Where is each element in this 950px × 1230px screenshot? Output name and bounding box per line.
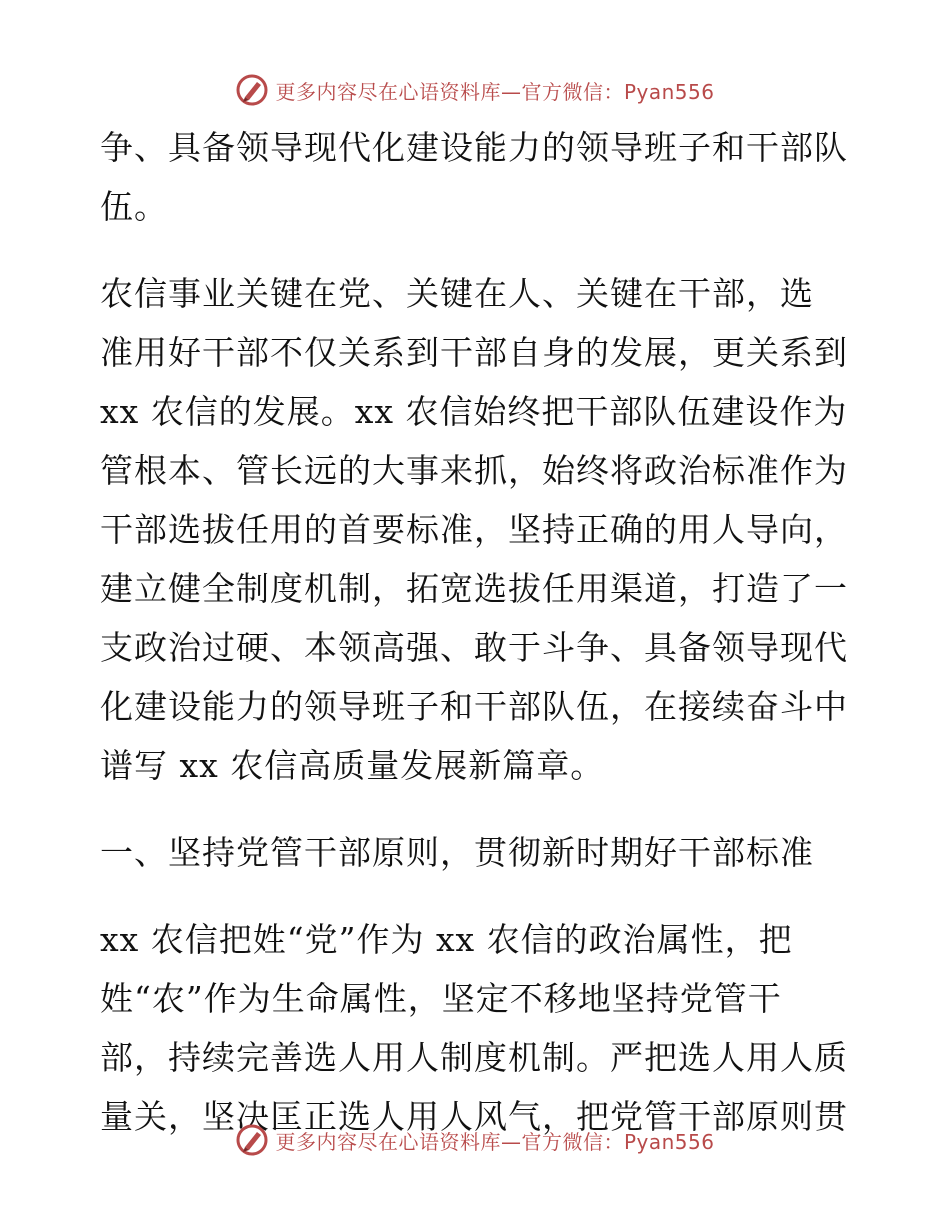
section-heading [100, 823, 850, 882]
watermark-banner-top [0, 70, 950, 110]
text-line: 伍。 [100, 187, 168, 226]
text-line: xx 农信的发展。xx 农信始终把干部队伍建设作为 [100, 392, 848, 431]
text-line: 化建设能力的领导班子和干部队伍，在接续奋斗中 [100, 687, 848, 726]
paragraph [100, 910, 850, 1146]
text-line: xx 农信把姓“党”作为 xx 农信的政治属性，把 [100, 920, 793, 959]
pen-circle-logo-icon [235, 1123, 269, 1157]
text-line: 谱写 xx 农信高质量发展新篇章。 [100, 746, 605, 785]
watermark-text: 更多内容尽在心语资料库—官方微信：Pyan556 [275, 79, 715, 104]
watermark-text: 更多内容尽在心语资料库—官方微信：Pyan556 [275, 1129, 715, 1154]
paragraph [100, 118, 850, 236]
paragraph [100, 264, 850, 795]
document-body [100, 118, 850, 1146]
section-heading-text: 一、坚持党管干部原则，贯彻新时期好干部标准 [100, 833, 814, 872]
watermark-banner-bottom [0, 1120, 950, 1160]
text-line: 农信事业关键在党、关键在人、关键在干部，选 [100, 274, 814, 313]
text-line: 准用好干部不仅关系到干部自身的发展，更关系到 [100, 333, 848, 372]
text-line: 部，持续完善选人用人制度机制。严把选人用人质 [100, 1038, 848, 1077]
text-line: 建立健全制度机制，拓宽选拔任用渠道，打造了一 [100, 569, 848, 608]
text-line: 管根本、管长远的大事来抓，始终将政治标准作为 [100, 451, 848, 490]
text-line: 争、具备领导现代化建设能力的领导班子和干部队 [100, 128, 848, 167]
text-line: 姓“农”作为生命属性，坚定不移地坚持党管干 [100, 979, 782, 1018]
pen-circle-logo-icon [235, 73, 269, 107]
text-line: 支政治过硬、本领高强、敢于斗争、具备领导现代 [100, 628, 848, 667]
text-line: 量关，坚决匡正选人用人风气，把党管干部原则贯 [100, 1097, 848, 1136]
text-line: 干部选拔任用的首要标准，坚持正确的用人导向， [100, 510, 848, 549]
